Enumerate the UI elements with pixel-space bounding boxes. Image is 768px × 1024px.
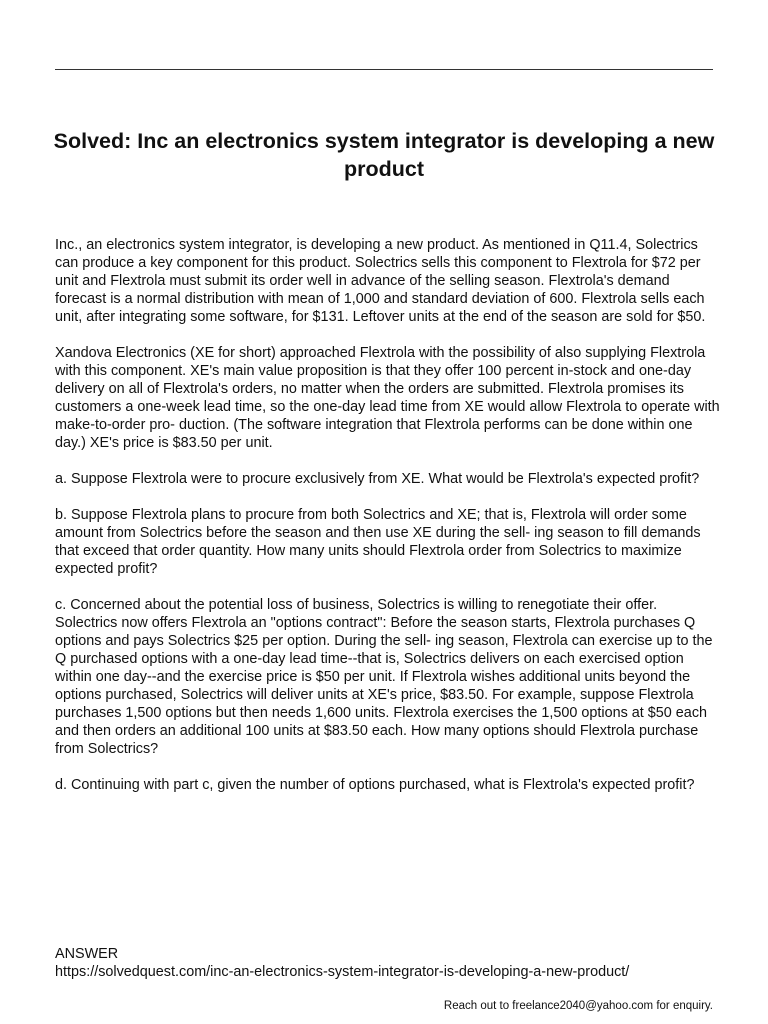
paragraph-intro: Inc., an electronics system integrator, is developing a new product. As mentioned in Q11.4, Solectrics can produce a key component for this product. Solectrics sells this component to Flextrola for $72 per unit and Flextrola must submit its order well in advance of the selling season. Flextrola's demand forecast is a normal distribution with mean of 1,000 and standard deviation of 600. Flextrola sells each unit, after integrating some software, for $131. Leftover units at the end of the season are sold for $50. <box>55 237 706 325</box>
answer-link[interactable]: https://solvedquest.com/inc-an-electronics-system-integrator-is-developing-a-new-product/ <box>55 964 630 980</box>
answer-section <box>55 945 735 981</box>
footer-enquiry-note: Reach out to freelance2040@yahoo.com for enquiry. <box>443 1000 713 1012</box>
question-a: a. Suppose Flextrola were to procure exclusively from XE. What would be Flextrola's expected profit? <box>55 471 700 487</box>
paragraph-xe: Xandova Electronics (XE for short) approached Flextrola with the possibility of also supplying Flextrola with this component. XE's main value proposition is that they offer 100 percent in-stock and one-day delivery on all of Flextrola's orders, no matter when the orders are submitted. Flextrola promises its customers a one-week lead time, so the one-day lead time from XE would allow Flextrola to operate with make-to-order pro- duction. (The software integration that Flextrola performs can be done within one day.) XE's price is $83.50 per unit. <box>55 345 720 451</box>
page-title: Solved: Inc an electronics system integrator is developing a new product <box>53 129 715 181</box>
question-c: c. Concerned about the potential loss of business, Solectrics is willing to renegotiate their offer. Solectrics now offers Flextrola an "options contract": Before the season starts, Flextrola purchases Q options and pays Solectrics $25 per option. During the sell- ing season, Flextrola can exercise up to the Q purchased options with a one-day lead time--that is, Solectrics delivers on each exercised option within one day--and the exercise price is $50 per unit. If Flextrola wishes additional units beyond the options purchased, Solectrics will deliver units at XE's price, $83.50. For example, suppose Flextrola purchases 1,500 options but then needs 1,600 units. Flextrola exercises the 1,500 options at $50 each and then orders an additional 100 units at $83.50 each. How many options should Flextrola purchase from Solectrics? <box>55 597 713 757</box>
question-b: b. Suppose Flextrola plans to procure from both Solectrics and XE; that is, Flextrola will order some amount from Solectrics before the season and then use XE during the sell- ing season to fill demands that exceed that order quantity. How many units should Flextrola order from Solectrics to maximize expected profit? <box>55 507 701 577</box>
question-d: d. Continuing with part c, given the number of options purchased, what is Flextrola's expected profit? <box>55 777 695 793</box>
question-body <box>55 236 720 812</box>
top-divider <box>55 69 713 70</box>
answer-label: ANSWER <box>55 946 119 962</box>
